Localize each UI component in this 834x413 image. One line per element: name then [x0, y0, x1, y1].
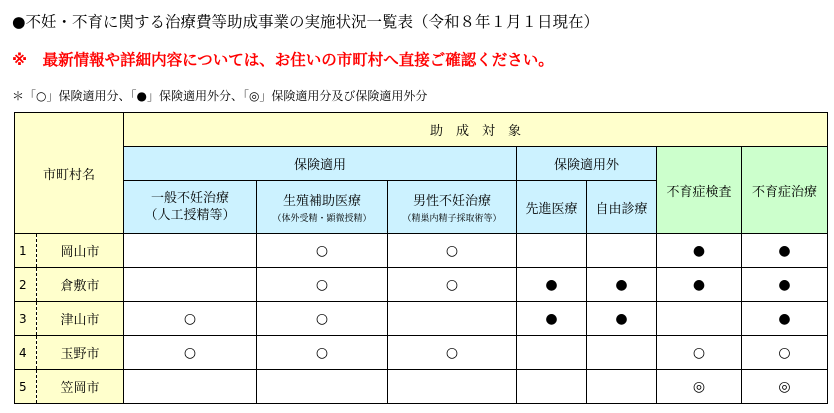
row-number: 4: [15, 336, 37, 370]
general-infertility-cell: ○: [124, 302, 257, 336]
recurrent-treatment-cell: ●: [742, 234, 828, 268]
table-row: [15, 370, 828, 404]
general-infertility-cell: [124, 370, 257, 404]
subsidy-target-header: 助 成 対 象: [124, 113, 828, 147]
free-treatment-cell: [587, 234, 657, 268]
general-infertility-header: [124, 181, 257, 234]
table-row: [15, 302, 828, 336]
male-infertility-cell: ○: [388, 336, 517, 370]
free-treatment-cell: [587, 370, 657, 404]
municipality-name: 岡山市: [37, 234, 124, 268]
male-infertility-label: 男性不妊治療: [412, 194, 491, 209]
general-infertility-sublabel: （人工授精等）: [144, 208, 236, 223]
advanced-medical-header: 先進医療: [517, 181, 587, 234]
general-infertility-label: 一般不妊治療: [150, 191, 229, 206]
male-infertility-cell: ○: [388, 234, 517, 268]
recurrent-test-cell: ◎: [657, 370, 742, 404]
insurance-covered-header: 保険適用: [124, 147, 517, 181]
table-row: [15, 336, 828, 370]
male-infertility-header: [388, 181, 517, 234]
recurrent-treatment-cell: ○: [742, 336, 828, 370]
general-infertility-cell: ○: [124, 336, 257, 370]
reproductive-assisted-cell: ○: [257, 302, 388, 336]
reproductive-assisted-cell: ○: [257, 234, 388, 268]
municipality-header: 市町村名: [15, 113, 124, 234]
subsidy-table: [14, 112, 828, 404]
recurrent-pregnancy-test-header: 不育症検査: [657, 147, 742, 234]
free-treatment-cell: [587, 336, 657, 370]
free-treatment-cell: ●: [587, 302, 657, 336]
table-row: [15, 234, 828, 268]
row-number: 2: [15, 268, 37, 302]
recurrent-test-cell: ●: [657, 234, 742, 268]
general-infertility-cell: [124, 234, 257, 268]
municipality-name: 玉野市: [37, 336, 124, 370]
reproductive-assisted-cell: ○: [257, 336, 388, 370]
advanced-medical-cell: [517, 234, 587, 268]
reproductive-assisted-cell: [257, 370, 388, 404]
insurance-not-covered-header: 保険適用外: [517, 147, 657, 181]
municipality-name: 倉敷市: [37, 268, 124, 302]
free-treatment-cell: ●: [587, 268, 657, 302]
recurrent-treatment-cell: ●: [742, 302, 828, 336]
recurrent-treatment-cell: ◎: [742, 370, 828, 404]
municipality-name: 津山市: [37, 302, 124, 336]
male-infertility-cell: ○: [388, 268, 517, 302]
municipality-name: 笠岡市: [37, 370, 124, 404]
reproductive-assisted-cell: ○: [257, 268, 388, 302]
notice-text: ※ 最新情報や詳細内容については、お住いの市町村へ直接ご確認ください。: [12, 51, 554, 69]
page-title: ●不妊・不育に関する治療費等助成事業の実施状況一覧表（令和８年１月１日現在）: [12, 13, 600, 31]
recurrent-treatment-cell: ●: [742, 268, 828, 302]
advanced-medical-cell: [517, 336, 587, 370]
row-number: 1: [15, 234, 37, 268]
male-infertility-note: （精巣内精子採取術等）: [402, 214, 502, 224]
advanced-medical-cell: [517, 370, 587, 404]
general-infertility-cell: [124, 268, 257, 302]
free-treatment-header: 自由診療: [587, 181, 657, 234]
male-infertility-cell: [388, 302, 517, 336]
row-number: 3: [15, 302, 37, 336]
legend-text: ＊「○」保険適用分、「●」保険適用外分、「◎」保険適用分及び保険適用外分: [12, 89, 428, 103]
reproductive-assisted-label: 生殖補助医療: [282, 194, 361, 209]
row-number: 5: [15, 370, 37, 404]
reproductive-assisted-note: （体外受精・顕微授精）: [272, 214, 372, 224]
recurrent-test-cell: ○: [657, 336, 742, 370]
advanced-medical-cell: ●: [517, 268, 587, 302]
male-infertility-cell: [388, 370, 517, 404]
advanced-medical-cell: ●: [517, 302, 587, 336]
table-row: [15, 268, 828, 302]
recurrent-pregnancy-treatment-header: 不育症治療: [742, 147, 828, 234]
recurrent-test-cell: [657, 302, 742, 336]
recurrent-test-cell: ●: [657, 268, 742, 302]
reproductive-assisted-header: [257, 181, 388, 234]
